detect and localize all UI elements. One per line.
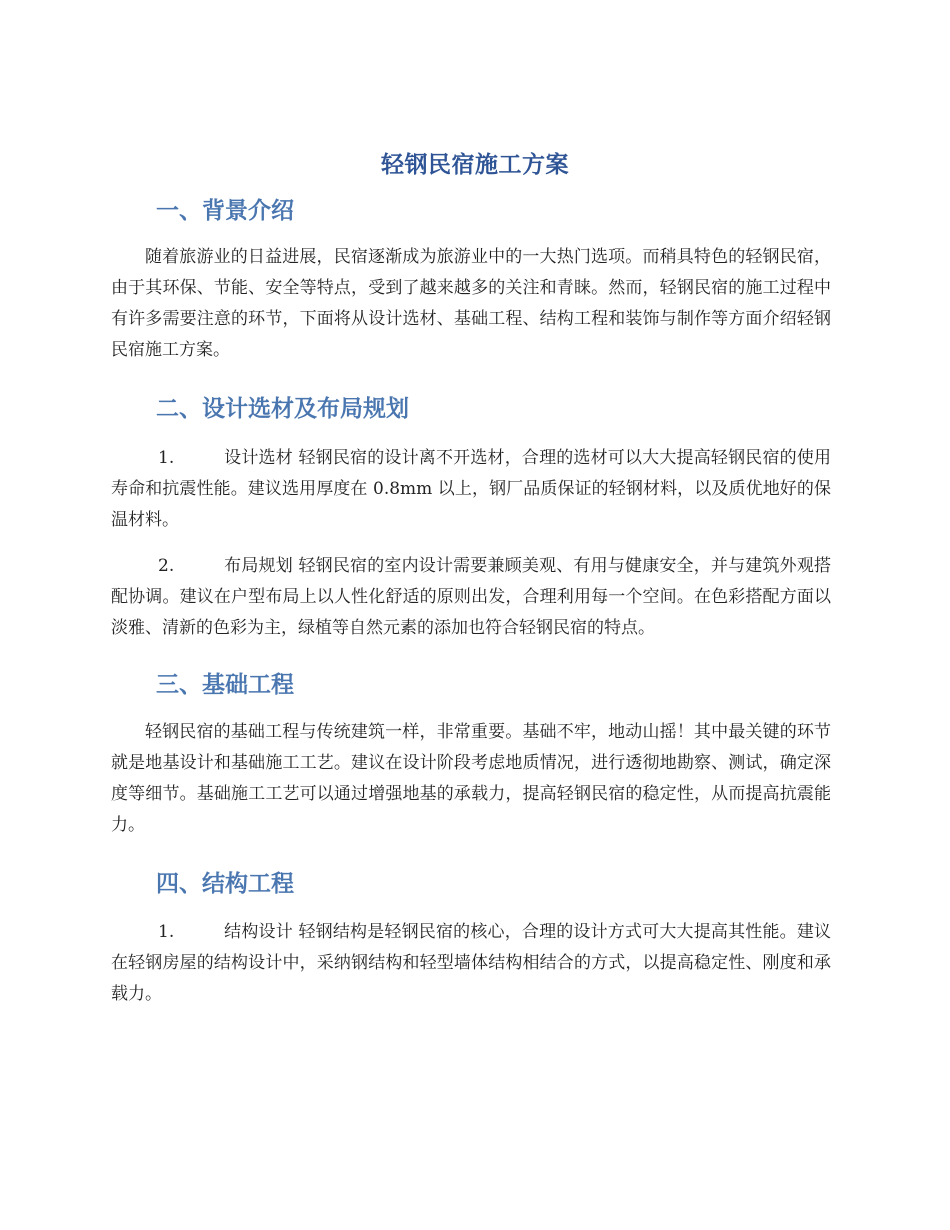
list-item-number: 1. — [158, 448, 175, 468]
list-item-number: 1. — [158, 922, 175, 942]
list-item-number: 2. — [158, 556, 175, 576]
list-item-layout-planning — [111, 551, 831, 644]
section-heading-design: 二、设计选材及布局规划 — [156, 396, 409, 422]
list-item-text: 设计选材 轻钢民宿的设计离不开选材，合理的选材可以大大提高轻钢民宿的使用寿命和抗震性能。建议选用厚度在 0.8mm 以上，钢厂品质保证的轻钢材料，以及质优地好的保温材料。 — [111, 448, 831, 530]
section-heading-background: 一、背景介绍 — [156, 198, 294, 224]
section-heading-foundation: 三、基础工程 — [156, 672, 294, 698]
list-item-text: 结构设计 轻钢结构是轻钢民宿的核心，合理的设计方式可大大提高其性能。建议在轻钢房屋的结构设计中，采纳钢结构和轻型墙体结构相结合的方式，以提高稳定性、刚度和承载力。 — [111, 922, 831, 1004]
list-item-structure-design — [111, 917, 831, 1010]
section-paragraph-foundation: 轻钢民宿的基础工程与传统建筑一样，非常重要。基础不牢，地动山摇！其中最关键的环节就是地基设计和基础施工工艺。建议在设计阶段考虑地质情况，进行透彻地勘察、测试，确定深度等细节。基础施工工艺可以通过增强地基的承载力，提高轻钢民宿的稳定性，从而提高抗震能力。 — [111, 722, 831, 835]
document-title: 轻钢民宿施工方案 — [381, 152, 569, 178]
section-paragraph-background: 随着旅游业的日益进展，民宿逐渐成为旅游业中的一大热门选项。而稍具特色的轻钢民宿，由于其环保、节能、安全等特点，受到了越来越多的关注和青睐。然而，轻钢民宿的施工过程中有许多需要注意的环节，下面将从设计选材、基础工程、结构工程和装饰与制作等方面介绍轻钢民宿施工方案。 — [111, 247, 831, 360]
list-item-design-materials — [111, 443, 831, 536]
list-item-text: 布局规划 轻钢民宿的室内设计需要兼顾美观、有用与健康安全，并与建筑外观搭配协调。建议在户型布局上以人性化舒适的原则出发，合理利用每一个空间。在色彩搭配方面以淡雅、清新的色彩为主，绿植等自然元素的添加也符合轻钢民宿的特点。 — [111, 556, 831, 638]
section-heading-structure: 四、结构工程 — [156, 871, 294, 897]
